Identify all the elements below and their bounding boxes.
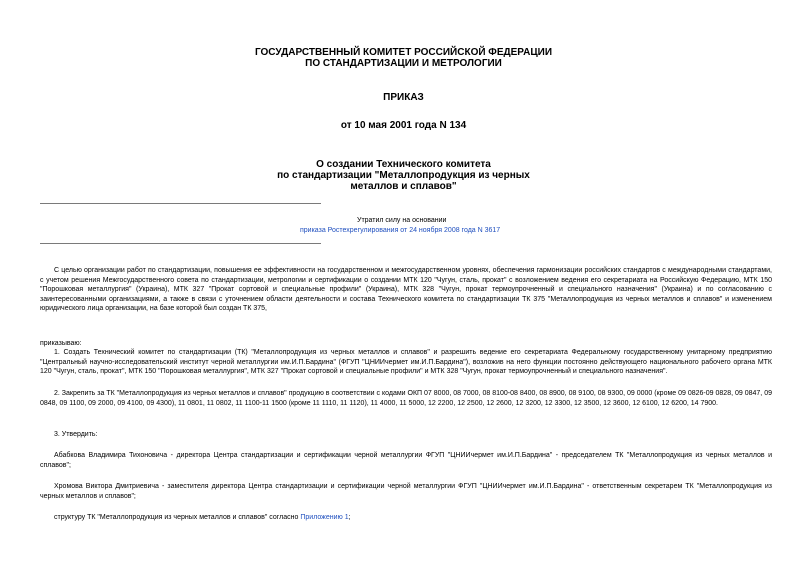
document-type: ПРИКАЗ — [383, 92, 424, 103]
structure-paragraph — [40, 513, 772, 523]
issuer-line-1: ГОСУДАРСТВЕННЫЙ КОМИТЕТ РОССИЙСКОЙ ФЕДЕРАЦИИ — [254, 47, 553, 58]
title-line-1: О создании Технического комитета — [316, 159, 491, 170]
intro-paragraph: С целью организации работ по стандартизации, повышения ее эффективности на государственном и межгосударственном уровнях, обеспечения гармонизации российских стандартов с международными стандартами, с учетом решения Межгосударственного совета по стандартизации, метрологии и сертификации о создании МТК 120 "Чугун, сталь, прокат" с возложением ведения его секретариата на Российскую Федерацию, МТК 150 "Порошковая металлургия" (Украина), МТК 327 "Прокат сортовой и специальные профили" (Украина), МТК 328 "Чугун, прокат термоупрочненный и специального назначения" (Украина) и по согласованию с заинтересованными организациями, а также в связи с уточнением области деятельности и состава Технического комитета по стандартизации ТК 375 "Металлопродукция из черных металлов и сплавов" и изменением юридического лица организации, на базе которой был создан ТК 375, — [40, 267, 772, 312]
document-date-number: от 10 мая 2001 года N 134 — [340, 120, 467, 131]
structure-text: структуру ТК "Металлопродукция из черных металлов и сплавов" согласно — [54, 514, 301, 521]
issuer-line-2: ПО СТАНДАРТИЗАЦИИ И МЕТРОЛОГИИ — [305, 58, 502, 69]
document-title — [0, 159, 807, 192]
status-text: Утратил силу на основании — [357, 217, 447, 224]
order-word: приказываю: — [40, 340, 82, 347]
title-line-3: металлов и сплавов" — [350, 181, 457, 192]
divider-top — [40, 203, 321, 204]
item-3-paragraph: 3. Утвердить: — [54, 431, 98, 438]
appendix-1-link[interactable]: Приложению 1 — [300, 514, 349, 521]
member-1-paragraph: Абабкова Владимира Тихоновича - директора Центра стандартизации и сертификации черной металлургии ФГУП "ЦНИИчермет им.И.П.Бардина" - председателем ТК "Металлопродукция из черных металлов и сплавов"; — [40, 452, 772, 469]
item-1-paragraph: 1. Создать Технический комитет по стандартизации (ТК) "Металлопродукция из черных металлов и сплавов" и разрешить ведение его секретариата Федеральному государственному унитарному предприятию "Центральный научно-исследовательский институт черной металлургии им.И.П.Бардина" (ФГУП "ЦНИИчермет им.И.П.Бардина"), возложив на него функции постоянно действующего национального рабочего органа МТК 120 "Чугун, сталь, прокат", МТК 150 "Порошковая металлургия", МТК 327 "Прокат сортовой и специальные профили" и МТК 328 "Чугун, прокат термоупрочненный и специального назначения". — [40, 349, 772, 375]
title-line-2: по стандартизации "Металлопродукция из черных — [277, 170, 530, 181]
item-2-paragraph: 2. Закрепить за ТК "Металлопродукция из черных металлов и сплавов" продукцию в соответствии с кодами ОКП 07 8000, 08 7000, 08 8100-08 8400, 08 8900, 08 9100, 08 9300, 09 0000 (кроме 09 0826-09 0828, 09 0847, 09 0848, 09 1100, 09 2000, 09 4100, 09 4300), 11 0801, 11 0802, 11 1100-11 1500 (кроме 11 1110, 11 1120), 11 4000, 11 5000, 12 2200, 12 2500, 12 2600, 12 3200, 12 3300, 12 3500, 12 3600, 12 6100, 12 6200, 14 7900. — [40, 390, 772, 407]
member-2-paragraph: Хромова Виктора Дмитриевича - заместителя директора Центра стандартизации и сертификации черной металлургии ФГУП "ЦНИИчермет им.И.П.Бардина" - ответственным секретарем ТК "Металлопродукция из черных металлов и сплавов"; — [40, 483, 772, 500]
divider-bottom — [40, 243, 321, 244]
repeal-order-link[interactable]: приказа Ростехрегулирования от 24 ноября 2008 года N 3617 — [300, 227, 501, 234]
structure-end: ; — [348, 514, 351, 521]
